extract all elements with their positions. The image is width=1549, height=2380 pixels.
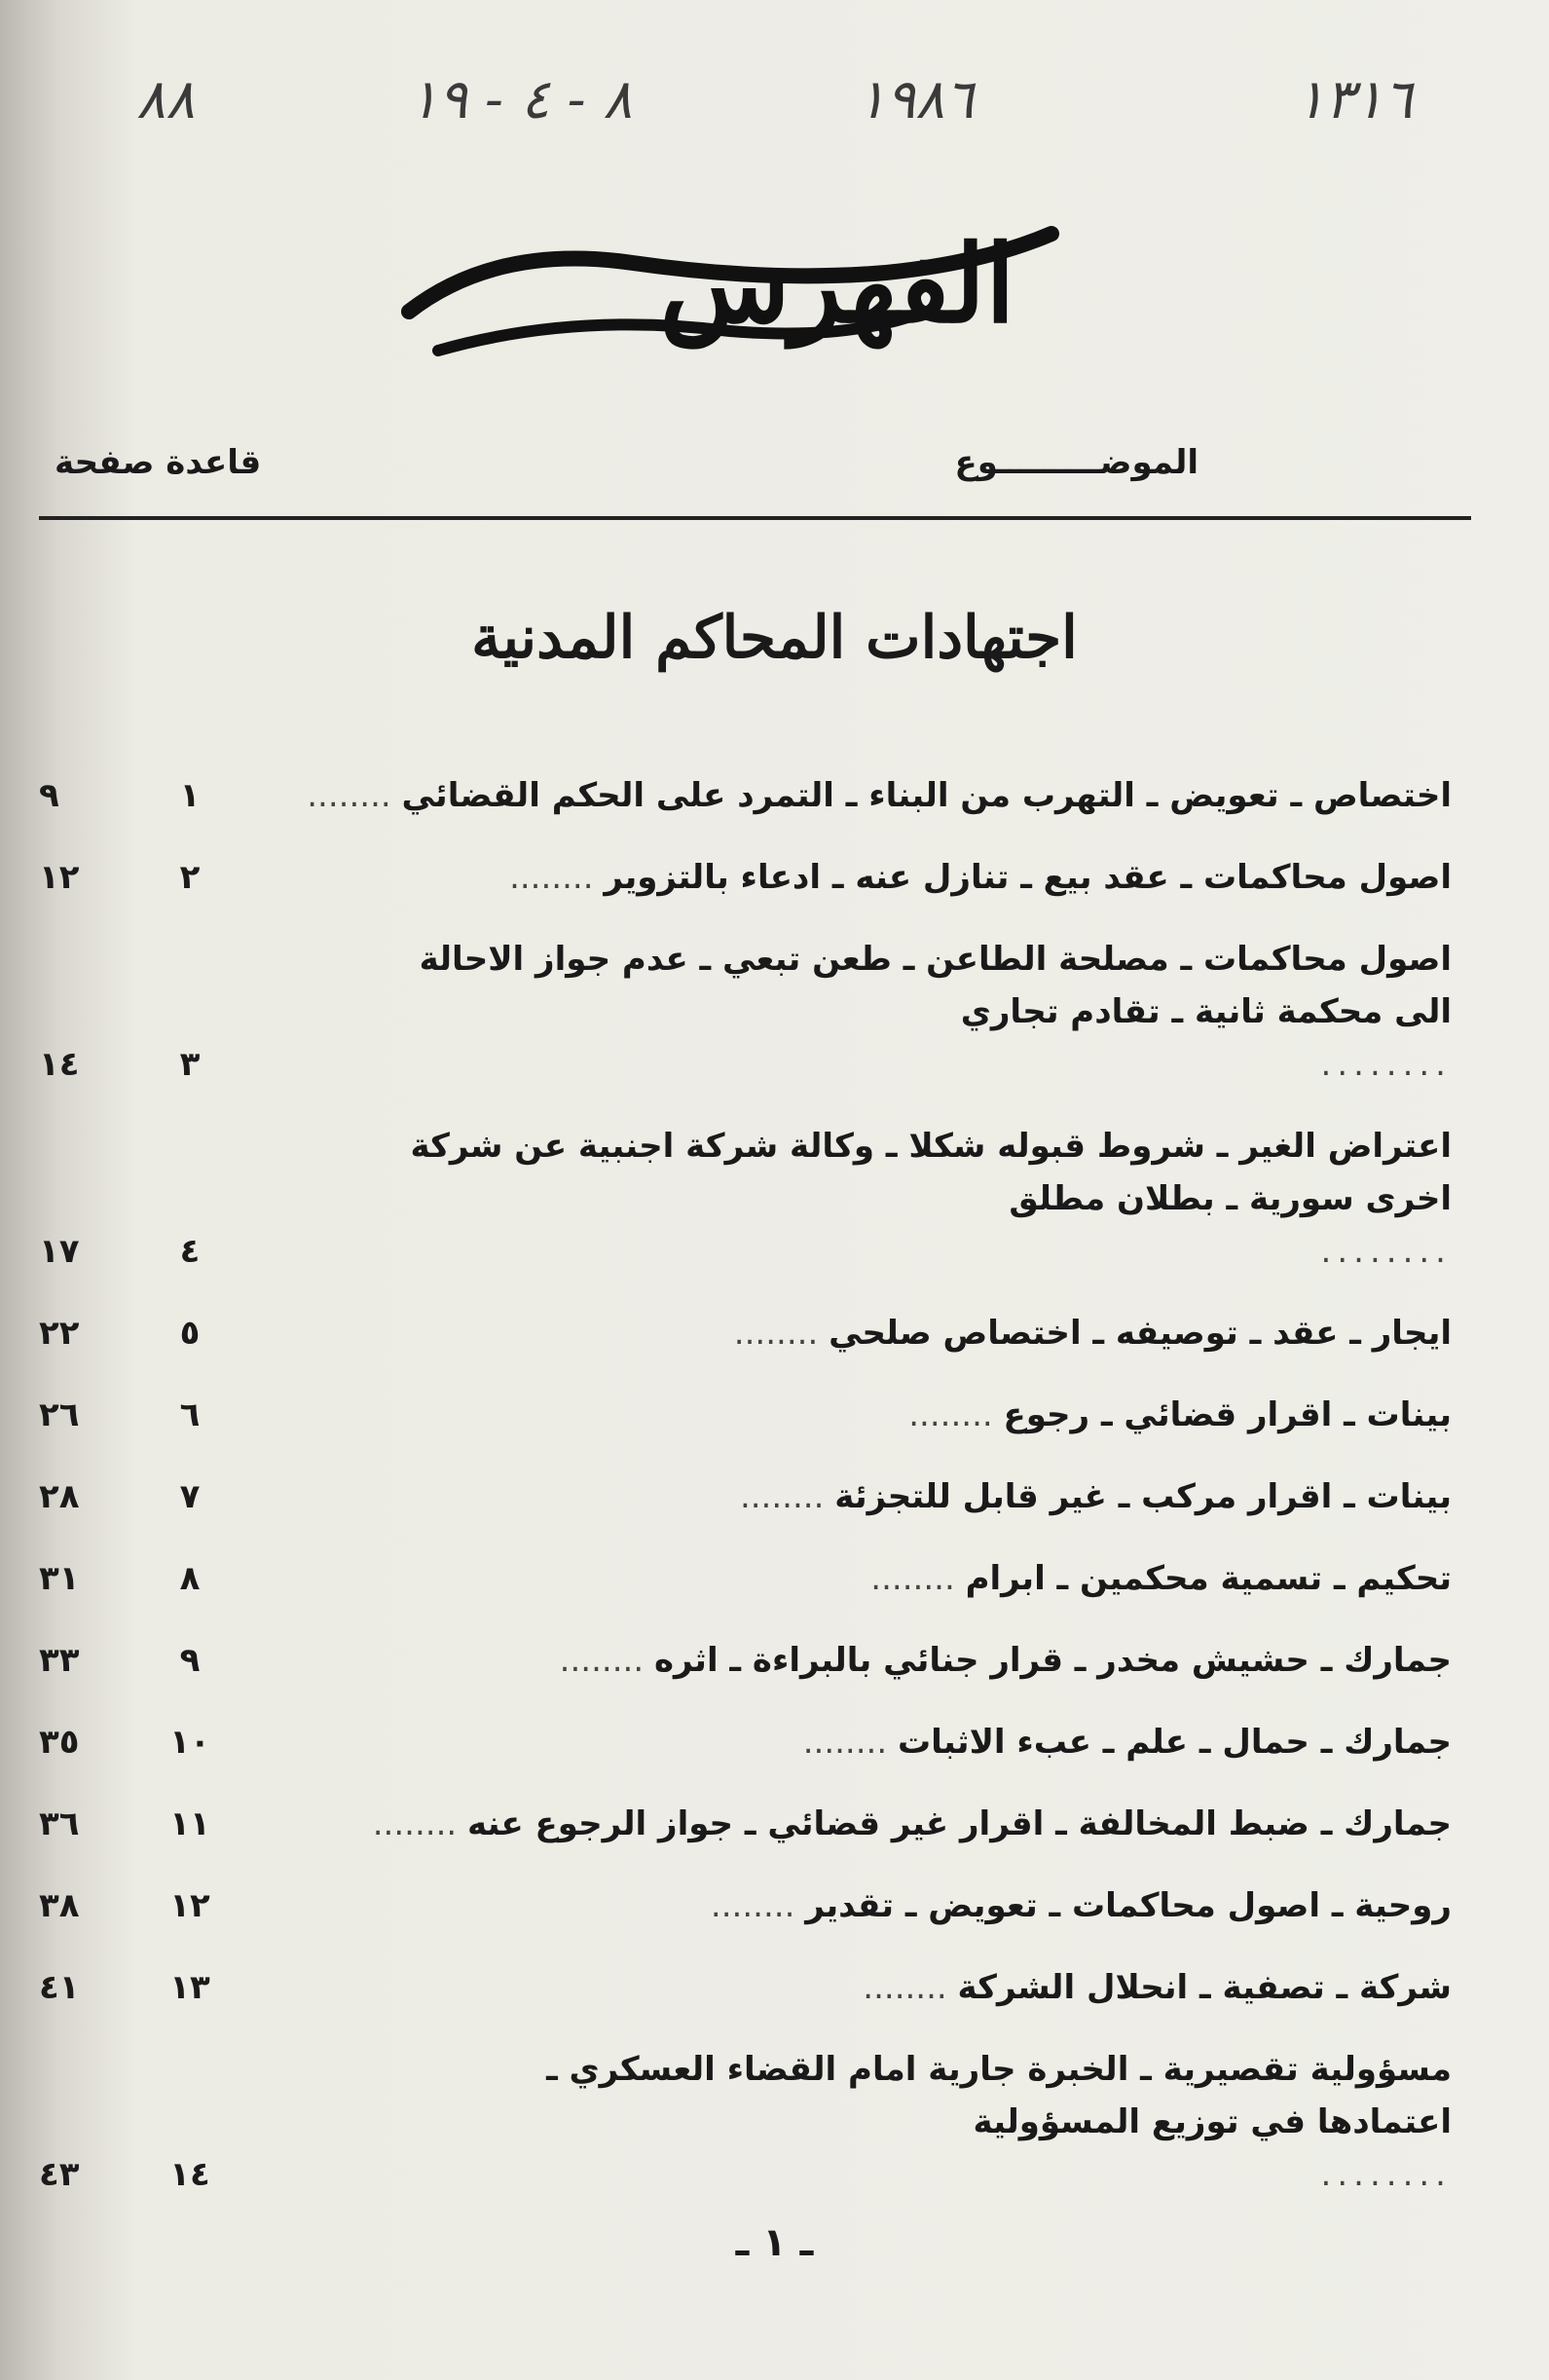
entry-rule-number: ١٢	[169, 1886, 210, 1925]
entry-rule-number: ٦	[179, 1395, 201, 1434]
entry-page-number: ٢٦	[39, 1395, 80, 1434]
leader-dots: ........	[739, 1477, 835, 1516]
entry-rule-number: ١٠	[169, 1723, 210, 1762]
entry-topic-line: جمارك ـ حشيش مخدر ـ قرار جنائي بالبراءة ـ اثره	[653, 1641, 1452, 1680]
entry-topic	[234, 1552, 1452, 1605]
entry-topic-line: بينات ـ اقرار مركب ـ غير قابل للتجزئة	[834, 1477, 1452, 1516]
entry-topic	[234, 851, 1452, 904]
entry-topic	[234, 1470, 1452, 1523]
leader-dots: ........	[559, 1641, 654, 1680]
entry-rule-number: ٣	[179, 1045, 201, 1084]
entry-topic	[234, 933, 1452, 1091]
entry-rule-number: ٧	[179, 1477, 201, 1516]
entry-topic-line-2: اخرى سورية ـ بطلان مطلق	[1009, 1179, 1452, 1218]
leader-dots: ........	[908, 1395, 1004, 1434]
entry-page-number: ٣١	[39, 1559, 80, 1598]
column-header-subject: الموضـــــــــوع	[954, 443, 1199, 482]
title-calligraphy	[380, 205, 1081, 390]
leader-dots: ........	[509, 858, 605, 897]
entry-topic-line: تحكيم ـ تسمية محكمين ـ ابرام	[965, 1559, 1452, 1598]
entry-rule-number: ٤	[179, 1232, 201, 1271]
entry-page-number: ٣٦	[39, 1804, 80, 1843]
entry-topic-line: روحية ـ اصول محاكمات ـ تعويض ـ تقدير	[805, 1886, 1452, 1925]
entry-rule-number: ١١	[169, 1804, 210, 1843]
leader-dots: ........	[802, 1723, 898, 1762]
entry-page-number: ٤٣	[39, 2155, 80, 2194]
section-title: اجتهادات المحاكم المدنية	[471, 604, 1078, 672]
entry-page-number: ٣٣	[39, 1641, 80, 1680]
leader-dots: ........	[870, 1559, 966, 1598]
entry-page-number: ٩	[39, 776, 59, 815]
entry-rule-number: ٩	[179, 1641, 201, 1680]
leader-dots: ........	[1320, 1232, 1452, 1271]
toc-entry	[39, 2043, 1452, 2201]
leader-dots: ........	[307, 776, 402, 815]
handwritten-year: ١٩٨٦	[857, 68, 975, 131]
handwritten-note-left: ٨٨	[136, 68, 196, 131]
entry-page-number: ٢٨	[39, 1477, 80, 1516]
entry-topic	[234, 1961, 1452, 2014]
entry-topic-line: اختصاص ـ تعويض ـ التهرب من البناء ـ التمرد على الحكم القضائي	[401, 776, 1452, 815]
toc-entry	[39, 1470, 1452, 1523]
toc-entry	[39, 933, 1452, 1091]
leader-dots: ........	[1320, 2155, 1452, 2194]
handwritten-date: ٨ - ٤ - ١٩	[409, 68, 633, 131]
toc-entry	[39, 1552, 1452, 1605]
entry-topic	[234, 1879, 1452, 1932]
entry-topic	[234, 1716, 1452, 1768]
entry-rule-number: ٨	[179, 1559, 201, 1598]
toc-entry	[39, 1961, 1452, 2014]
entry-page-number: ١٧	[39, 1232, 80, 1271]
entry-topic	[234, 1798, 1452, 1850]
toc-entry	[39, 1798, 1452, 1850]
entry-topic	[234, 769, 1452, 822]
entry-topic	[234, 1389, 1452, 1441]
page-number: ـ ١ ـ	[735, 2220, 814, 2265]
toc-entry	[39, 1634, 1452, 1687]
entry-page-number: ١٤	[39, 1045, 80, 1084]
entry-topic-line: جمارك ـ حمال ـ علم ـ عبء الاثبات	[897, 1723, 1452, 1762]
entry-topic	[234, 2043, 1452, 2201]
entry-rule-number: ٥	[179, 1314, 201, 1353]
entry-topic-line: اصول محاكمات ـ مصلحة الطاعن ـ طعن تبعي ـ عدم جواز الاحالة	[419, 940, 1452, 979]
entry-topic-line-2: الى محكمة ثانية ـ تقادم تجاري	[960, 992, 1452, 1031]
entry-rule-number: ١٤	[169, 2155, 210, 2194]
handwritten-number: ١٣١٦	[1295, 68, 1413, 131]
entry-topic-line: جمارك ـ ضبط المخالفة ـ اقرار غير قضائي ـ جواز الرجوع عنه	[467, 1804, 1452, 1843]
toc-entry	[39, 769, 1452, 822]
toc-entry	[39, 1307, 1452, 1359]
entry-rule-number: ٢	[179, 858, 201, 897]
entry-rule-number: ١	[179, 776, 201, 815]
entry-topic-line: مسؤولية تقصيرية ـ الخبرة جارية امام القضاء العسكري ـ	[546, 2050, 1452, 2089]
entry-topic-line: ايجار ـ عقد ـ توصيفه ـ اختصاص صلحي	[829, 1314, 1452, 1353]
entry-topic	[234, 1120, 1452, 1278]
entry-page-number: ٣٥	[39, 1723, 80, 1762]
entry-rule-number: ١٣	[169, 1968, 210, 2007]
entry-topic-line: شركة ـ تصفية ـ انحلال الشركة	[957, 1968, 1452, 2007]
entry-topic-line-2: اعتمادها في توزيع المسؤولية	[973, 2102, 1452, 2141]
leader-dots: ........	[863, 1968, 958, 2007]
entry-page-number: ٣٨	[39, 1886, 80, 1925]
column-header-rule-page: قاعدة صفحة	[55, 443, 262, 482]
toc-entry	[39, 1879, 1452, 1932]
table-of-contents	[39, 769, 1452, 2230]
leader-dots: ........	[372, 1804, 467, 1843]
toc-entry	[39, 1389, 1452, 1441]
toc-entry	[39, 1120, 1452, 1278]
entry-page-number: ٤١	[39, 1968, 80, 2007]
entry-topic-line: اعتراض الغير ـ شروط قبوله شكلا ـ وكالة شركة اجنبية عن شركة	[410, 1127, 1452, 1166]
entry-topic-line: بينات ـ اقرار قضائي ـ رجوع	[1003, 1395, 1452, 1434]
entry-topic-line: اصول محاكمات ـ عقد بيع ـ تنازل عنه ـ ادعاء بالتزوير	[604, 858, 1452, 897]
entry-page-number: ١٢	[39, 858, 80, 897]
entry-topic	[234, 1307, 1452, 1359]
entry-page-number: ٢٢	[39, 1314, 80, 1353]
header-divider	[39, 516, 1471, 520]
leader-dots: ........	[710, 1886, 806, 1925]
toc-entry	[39, 1716, 1452, 1768]
entry-topic	[234, 1634, 1452, 1687]
toc-entry	[39, 851, 1452, 904]
leader-dots: ........	[1320, 1045, 1452, 1084]
leader-dots: ........	[733, 1314, 830, 1353]
page-title: الفهرس	[659, 221, 1015, 347]
